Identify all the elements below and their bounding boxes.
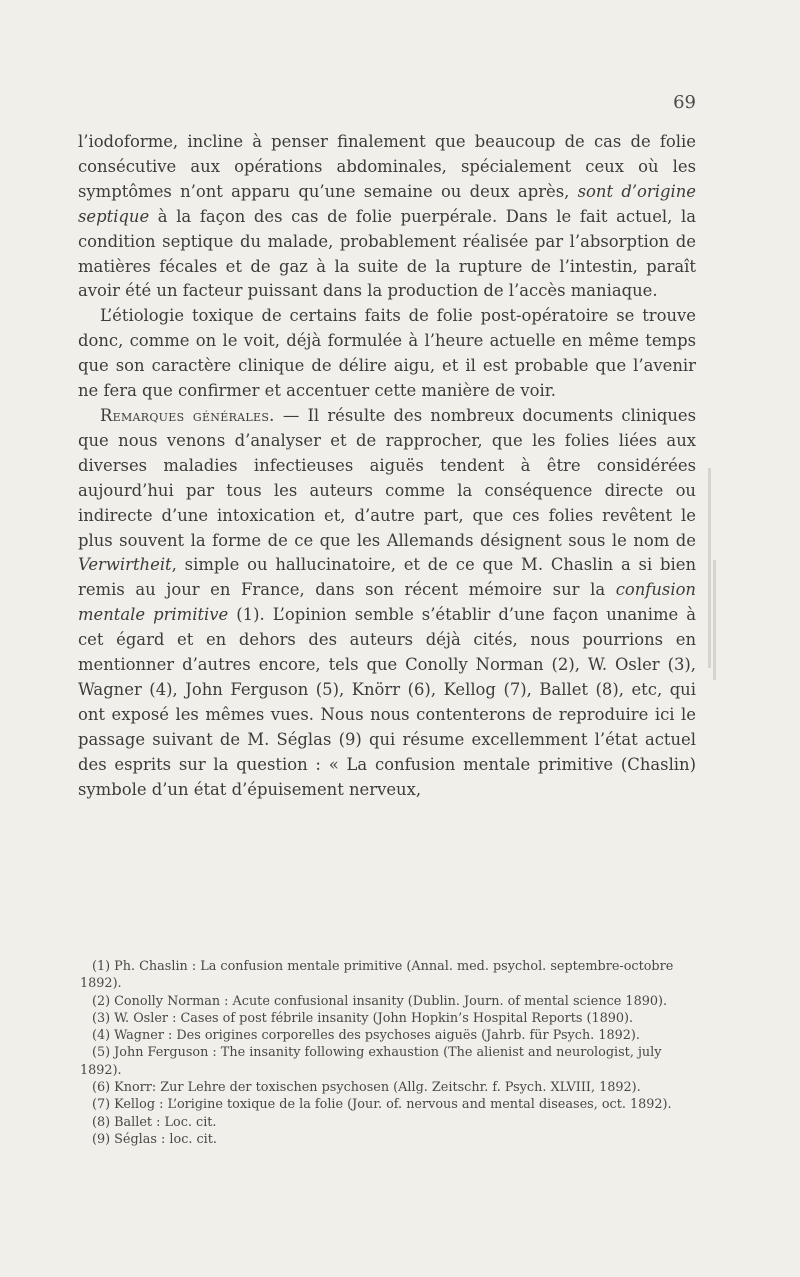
footnote-text: Ballet : Loc. cit. <box>114 1114 217 1130</box>
footnote-text: Conolly Norman : Acute confusional insanity (Dublin. Journ. of mental science 1890). <box>114 993 668 1009</box>
margin-mark <box>713 560 716 680</box>
footnotes <box>80 958 698 1148</box>
paragraph-3-text-1: — Il résulte des nombreux documents cliniques que nous venons d’analyser et de rapprocher, que les folies liées aux diverses maladies infectieuses aiguës tendent à être considérées aujourd’hui par tous les auteurs comme la conséquence directe ou indirecte d’une intoxication et, d’autre part, que ces folies revêtent le plus souvent la forme de ce que les Allemands désignent sous le nom de <box>78 405 697 550</box>
footnote-number: (9) <box>92 1131 111 1147</box>
section-heading: Remarques générales. <box>100 405 275 425</box>
paragraph-3-italic-1: Verwirtheit <box>78 555 172 575</box>
footnote-number: (5) <box>92 1045 111 1061</box>
footnote-number: (6) <box>92 1080 111 1096</box>
paragraph-1-italic: sont d’origine septique <box>78 181 696 226</box>
paragraph-3-text-3: (1). L’opinion semble s’établir d’une façon unanime à cet égard et en dehors des auteurs déjà cités, nous pourrions en mentionner d’autres encore, tels que Conolly Norman (2), W. Osler (3), Wagner (4), John Ferguson (5), Knörr (6), Kellog (7), Ballet (8), etc, qui ont exposé les mêmes vues. Nous nous contenterons de reproduire ici le passage suivant de M. Séglas (9) qui résume excellemment l’état actuel des esprits sur la question : « La confusion mentale primitive (Chaslin) symbole d’un état d’épuisement nerveux, <box>78 605 696 799</box>
paragraph-1-text-before: l’iodoforme, incline à penser finalement que beaucoup de cas de folie consécutive aux opérations abdominales, spécialement ceux où les symptômes n’ont apparu qu’une semaine ou deux après, <box>78 132 696 201</box>
footnote <box>80 1027 698 1044</box>
paragraph-3-italic-2: confusion mentale primitive <box>78 580 696 625</box>
paragraph-2: L’étiologie toxique de certains faits de folie post-opératoire se trouve donc, comme on le voit, déjà formulée à l’heure actuelle en même temps que son caractère clinique de délire aigu, et il est probable que l’avenir ne fera que confirmer et accentuer cette manière de voir. <box>78 306 696 401</box>
paragraph-3 <box>78 404 696 803</box>
footnote-number: (1) <box>92 959 111 974</box>
paragraph-1-text-after: à la façon des cas de folie puerpérale. Dans le fait actuel, la condition septique du malade, probablement réalisée par l’absorption de matières fécales et de gaz à la suite de la rupture de l’intestin, paraît avoir été un facteur puissant dans la production de l’accès maniaque. <box>78 206 696 301</box>
footnote <box>80 1010 698 1027</box>
footnote-text: John Ferguson : The insanity following exhaustion (The alienist and neurologist, july 1892). <box>80 1045 662 1078</box>
footnote-text: Séglas : loc. cit. <box>114 1131 217 1147</box>
footnote-number: (8) <box>92 1114 111 1130</box>
footnote-number: (3) <box>92 1010 111 1026</box>
footnote-text: Wagner : Des origines corporelles des psychoses aiguës (Jahrb. für Psych. 1892). <box>114 1028 640 1044</box>
paragraph-1 <box>78 130 696 304</box>
footnote-number: (7) <box>92 1097 111 1113</box>
footnote-text: Ph. Chaslin : La confusion mentale primitive (Annal. med. psychol. septembre-octobre 1892). <box>80 959 674 992</box>
footnote-text: W. Osler : Cases of post fébrile insanity (John Hopkin’s Hospital Reports (1890). <box>114 1010 634 1026</box>
footnote-text: Knorr: Zur Lehre der toxischen psychosen (Allg. Zeitschr. f. Psych. XLVIII, 1892). <box>114 1080 641 1096</box>
footnote <box>80 1131 698 1148</box>
footnote-number: (4) <box>92 1028 111 1044</box>
margin-mark <box>708 468 711 668</box>
footnote <box>80 1079 698 1096</box>
paragraph-3-text-2: , simple ou hallucinatoire, et de ce que M. Chaslin a si bien remis au jour en France, dans son récent mémoire sur la <box>78 555 696 600</box>
footnote <box>80 1044 698 1079</box>
footnote <box>80 993 698 1010</box>
footnote <box>80 1114 698 1131</box>
footnote-number: (2) <box>92 993 111 1009</box>
body-text <box>78 130 696 802</box>
page-number: 69 <box>673 92 696 113</box>
footnote <box>80 1096 698 1113</box>
footnote-text: Kellog : L’origine toxique de la folie (Jour. of. nervous and mental diseases, oct. 1892). <box>114 1097 672 1113</box>
footnote <box>80 958 698 993</box>
